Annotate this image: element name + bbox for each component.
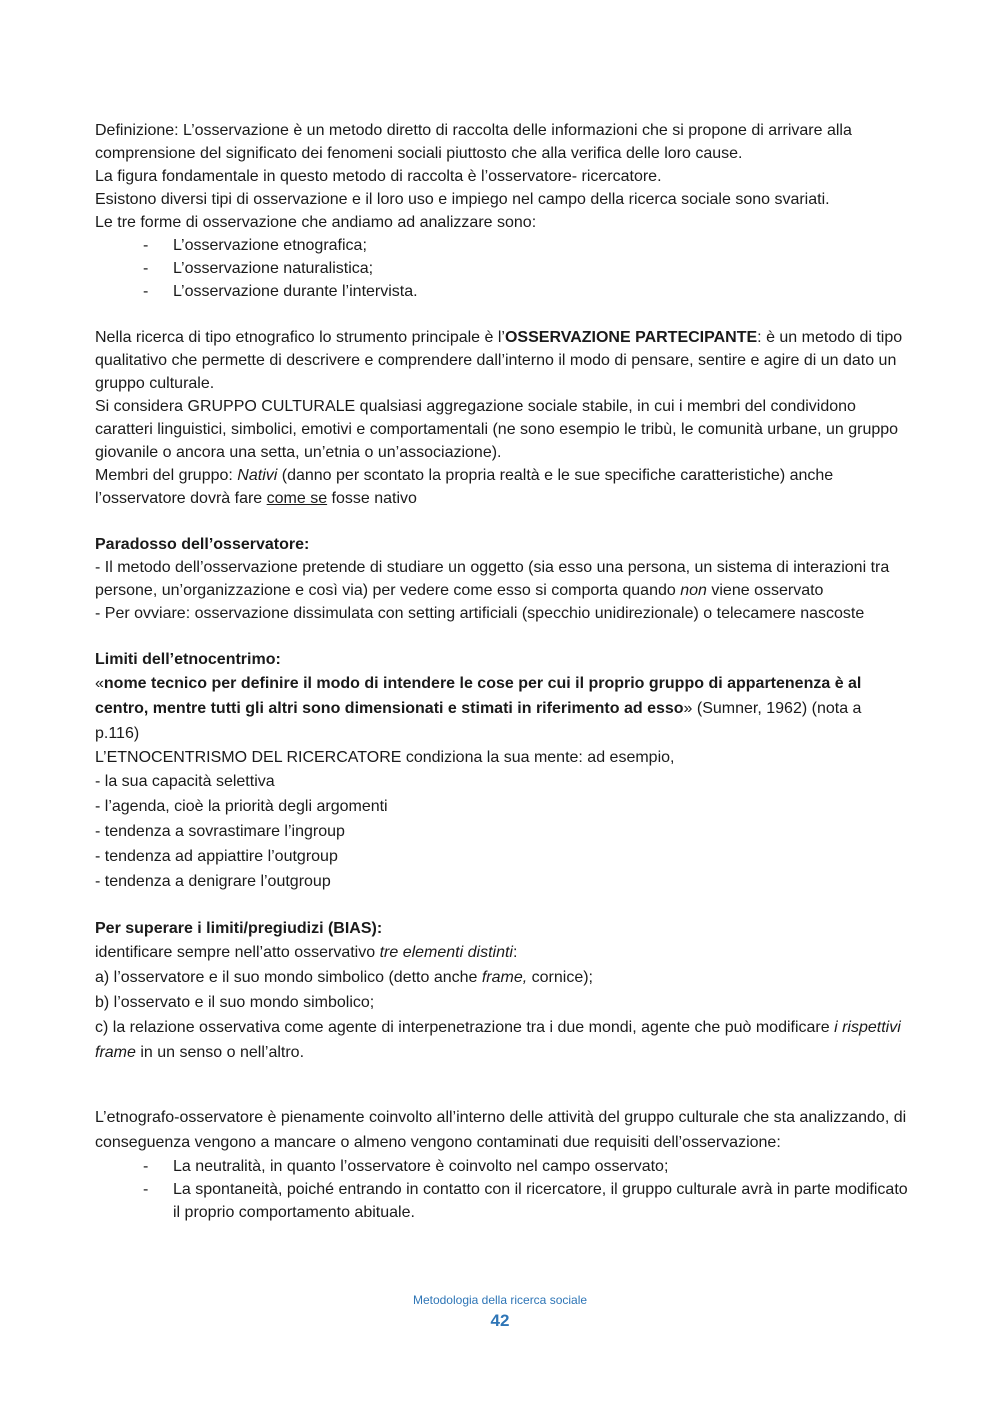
frame-term: i rispettivi frame (95, 1019, 901, 1061)
paradosso-line: - Per ovviare: osservazione dissimulata con setting artificiali (specchio unidirezionale) o telecamere nascoste (95, 605, 865, 622)
nativi-term: Nativi (237, 467, 278, 484)
list-item: - tendenza ad appiattire l’outgroup (95, 848, 338, 865)
membri-text: (danno per scontato la propria realtà e le sue specifiche caratteristiche) (277, 467, 790, 484)
list-item: - L’osservazione durante l’intervista. (95, 280, 910, 303)
membri-text: fosse nativo (327, 490, 417, 507)
come-se-term: come se (266, 490, 328, 507)
etnocentrismo-paragraph: L’ETNOCENTRISMO DEL RICERCATORE condiziona la sua mente: ad esempio, (95, 749, 675, 766)
etno-text: : è un metodo di tipo qualitativo che permette di descrivere e comprendere dall’interno il modo di pensare, sentire e agire di un dato un gruppo culturale. (95, 329, 903, 392)
etno-text: Nella ricerca di tipo etnografico lo strumento principale è l’ (95, 329, 505, 346)
page-content (95, 119, 910, 1224)
bias-intro (95, 940, 910, 965)
list-item: - tendenza a sovrastimare l’ingroup (95, 823, 345, 840)
non-term: non (680, 582, 707, 599)
quote-mark: « (95, 675, 104, 692)
list-item: - La neutralità, in quanto l’osservatore è coinvolto nel campo osservato; (95, 1155, 910, 1178)
list-item: - la sua capacità selettiva (95, 773, 275, 790)
list-item: - L’osservazione naturalistica; (95, 257, 910, 280)
footer-title: Metodologia della ricerca sociale (412, 1293, 588, 1307)
osservazione-partecipante-term: OSSERVAZIONE PARTECIPANTE (504, 329, 758, 346)
bias-heading: Per superare i limiti/pregiudizi (BIAS): (95, 920, 383, 937)
paradosso-text: - Il metodo dell’osservazione pretende di studiare un oggetto (sia esso una persona, un sistema di interazioni tra persone, un’organizzazione e così via) per vedere come esso si comporta quando (95, 559, 890, 599)
bias-text: identificare sempre nell’atto osservativo (95, 944, 380, 961)
membri-text: anche l’osservatore dovrà fare (95, 467, 834, 507)
membri-text: Membri del gruppo: (95, 467, 238, 484)
intro-definition: Definizione: L’osservazione è un metodo diretto di raccolta delle informazioni che si propone di arrivare alla comprensione del significato dei fenomeni sociali piuttosto che alla verifica delle loro cause. (95, 122, 852, 162)
membri-paragraph (95, 464, 910, 510)
quote-reference: (Sumner, 1962) (nota a p.116) (95, 700, 862, 742)
bias-item-c (95, 1015, 910, 1065)
requisiti-list (95, 1155, 910, 1224)
bias-text: c) la relazione osservativa come agente di interpenetrazione tra i due mondi, agente che può modificare (95, 1019, 835, 1036)
bias-item-b: b) l’osservato e il suo mondo simbolico; (95, 994, 375, 1011)
outro-paragraph: L’etnografo-osservatore è pienamente coinvolto all’interno delle attività del gruppo culturale che sta analizzando, di conseguenza vengono a mancare o almeno vengono contaminati due requisiti dell’osservazione: (95, 1109, 907, 1151)
paradosso-line (95, 556, 910, 602)
bias-text: a) l’osservatore e il suo mondo simbolico (detto anche (95, 969, 482, 986)
bias-text: : (512, 944, 518, 961)
bias-item-a (95, 965, 910, 990)
observation-forms-list (95, 234, 910, 303)
list-item: - L’osservazione etnografica; (95, 234, 910, 257)
bias-text: in un senso o nell’altro. (135, 1044, 305, 1061)
etno-paragraph (95, 326, 910, 395)
page-number: 42 (490, 1311, 510, 1330)
quote-mark: » (683, 700, 693, 717)
list-item: - l’agenda, cioè la priorità degli argomenti (95, 798, 388, 815)
paradosso-text: viene osservato (706, 582, 824, 599)
list-item: - La spontaneità, poiché entrando in contatto con il ricercatore, il gruppo culturale avrà in parte modificato il proprio comportamento abituale. (95, 1178, 910, 1224)
frame-term: frame, (481, 969, 528, 986)
intro-figure: La figura fondamentale in questo metodo di raccolta è l’osservatore- ricercatore. (95, 168, 662, 185)
intro-forms: Le tre forme di osservazione che andiamo ad analizzare sono: (95, 214, 537, 231)
bias-text: cornice); (527, 969, 593, 986)
limiti-heading: Limiti dell’etnocentrimo: (95, 651, 281, 668)
sumner-quote (95, 671, 910, 746)
gruppo-culturale-paragraph: Si considera GRUPPO CULTURALE qualsiasi aggregazione sociale stabile, in cui i membri del condividono caratteri linguistici, simbolici, emotivi e comportamentali (ne sono esempio le tribù, le comunità urbane, un gruppo giovanile o ancora una setta, un’etnia o un’associazione). (95, 398, 899, 461)
list-item: - tendenza a denigrare l’outgroup (95, 873, 331, 890)
paradosso-heading: Paradosso dell’osservatore: (95, 536, 310, 553)
quote-text: nome tecnico per definire il modo di intendere le cose per cui il proprio gruppo di appartenenza è al centro, mentre tutti gli altri sono dimensionati e stimati in riferimento ad esso (95, 675, 862, 717)
tre-elementi-term: tre elementi distinti (379, 944, 513, 961)
intro-types: Esistono diversi tipi di osservazione e il loro uso e impiego nel campo della ricerca sociale sono svariati. (95, 191, 830, 208)
